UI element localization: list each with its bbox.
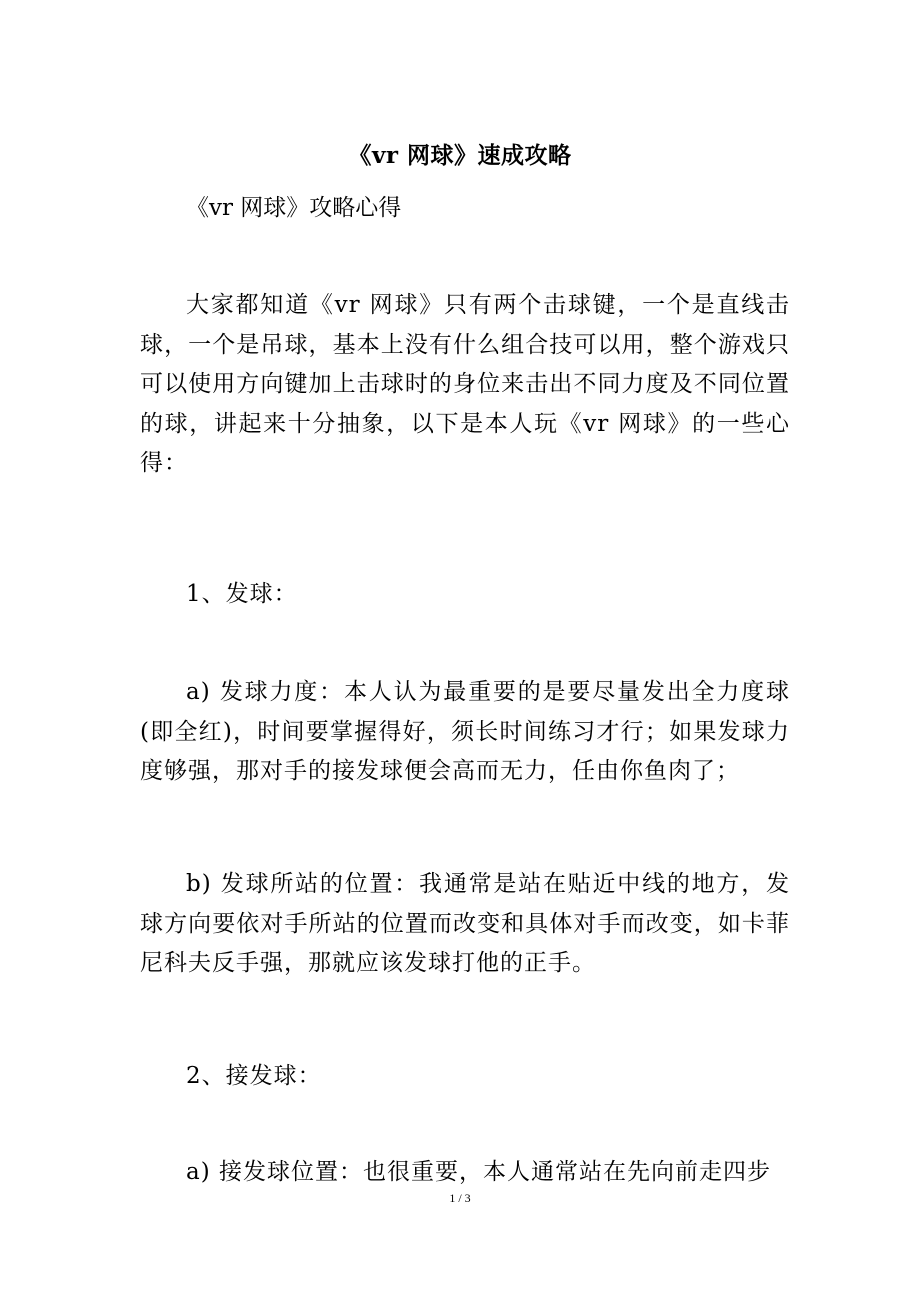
heading-serve: 1、发球： xyxy=(186,581,298,607)
paragraph-serve-power: a) 发球力度：本人认为最重要的是要尽量发出全力度球(即全红)，时间要掌握得好，须长时间练习才行；如果发球力度够强，那对手的接发球便会高而无力，任由你鱼肉了； xyxy=(140,679,790,784)
document-subtitle: 《vr 网球》攻略心得 xyxy=(186,195,402,221)
heading-return: 2、接发球： xyxy=(186,1063,322,1089)
document-title: 《vr 网球》速成攻略 xyxy=(348,142,572,169)
paragraph-intro: 大家都知道《vr 网球》只有两个击球键，一个是直线击球，一个是吊球，基本上没有什么组合技可以用，整个游戏只可以使用方向键加上击球时的身位来击出不同力度及不同位置的球，讲起来十分抽象，以下是本人玩《vr 网球》的一些心得： xyxy=(140,292,790,476)
page-number: 1 / 3 xyxy=(449,1191,471,1205)
paragraph-return-position: a) 接发球位置：也很重要，本人通常站在先向前走四步 xyxy=(186,1159,771,1185)
paragraph-serve-position: b) 发球所站的位置：我通常是站在贴近中线的地方，发球方向要依对手所站的位置而改变和具体对手而改变，如卡菲尼科夫反手强，那就应该发球打他的正手。 xyxy=(140,871,790,976)
